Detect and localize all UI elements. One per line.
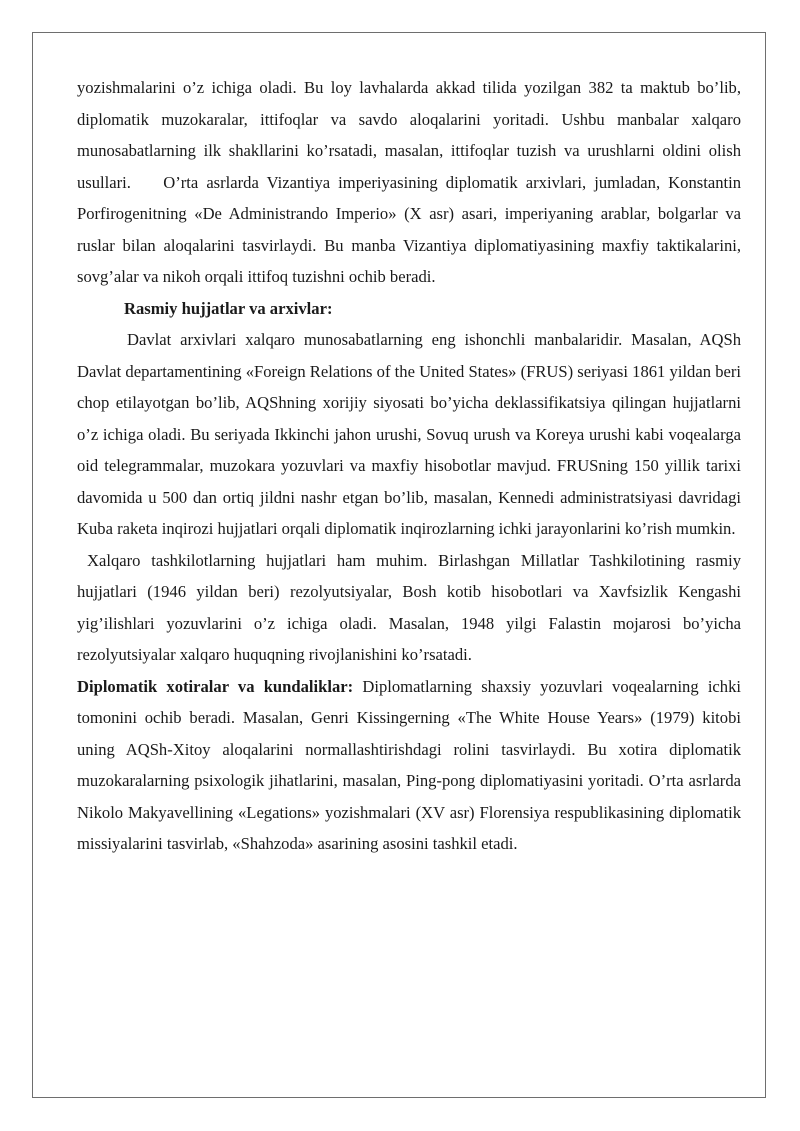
paragraph-intro-text: yozishmalarini o’z ichiga oladi. Bu loy lavhalarda akkad tilida yozilgan 382 ta maktub bo’lib, diplomatik muzokaralar, ittifoqlar va savdo aloqalarini yoritadi. Ushbu manbalar xalqaro munosabatlarning ilk shakllarini ko’rsatadi, masalan, ittifoqlar tuzish va urushlarni oldini olish usullari. [77, 78, 741, 192]
paragraph-state-archives: Davlat arxivlari xalqaro munosabatlarning eng ishonchli manbalaridir. Masalan, AQSh Davlat departamentining «Foreign Relations of the United States» (FRUS) seriyasi 1861 yildan beri chop etilayotgan bo’lib, AQShning xorijiy siyosati bo’yicha deklassifikatsiya qilingan hujjatlarni o’z ichiga oladi. Bu seriyada Ikkinchi jahon urushi, Sovuq urush va Koreya urushi kabi voqealarga oid telegrammalar, muzokara yozuvlari va maxfiy hisobotlar mavjud. FRUSning 150 yillik tarixi davomida u 500 dan ortiq jildni nashr etgan bo’lib, masalan, Kennedi administratsiyasi davridagi Kuba raketa inqirozi hujjatlari orqali diplomatik inqirozlarning ichki jarayonlarini ko’rish mumkin. [77, 330, 741, 538]
paragraph-diplomatic-memoirs [77, 671, 741, 860]
paragraph-diplomatic-memoirs-text: Diplomatlarning shaxsiy yozuvlari voqealarning ichki tomonini ochib beradi. Masalan, Genri Kissingerning «The White House Years» (1979) kitobi uning AQSh-Xitoy aloqalarini normallashtirishdagi rolini tasvirlaydi. Bu xotira diplomatik muzokaralarning psixologik jihatlarini, masalan, Ping-pong diplomatiyasini yoritadi. O’rta asrlarda Nikolo Makyavellining «Legations» yozishmalari (XV asr) Florensiya respublikasining diplomatik missiyalarini tasvirlab, «Shahzoda» asarining asosini tashkil etadi. [77, 676, 742, 853]
section-heading-diplomatic-memoirs: Diplomatik xotiralar va kundaliklar: [77, 676, 354, 696]
paragraph-international-organizations: Xalqaro tashkilotlarning hujjatlari ham muhim. Birlashgan Millatlar Tashkilotining rasmiy hujjatlari (1946 yildan beri) rezolyutsiyalar, Bosh kotib hisobotlari va Xavfsizlik Kengashi yig’ilishlari yozuvlarini o’z ichiga oladi. Masalan, 1948 yilgi Falastin mojarosi bo’yicha rezolyutsiyalar xalqaro huquqning rivojlanishini ko’rsatadi. [77, 550, 741, 664]
document-body [77, 72, 741, 860]
paragraph-intro [77, 72, 741, 293]
paragraph-byzantine-text: O’rta asrlarda Vizantiya imperiyasining diplomatik arxivlari, jumladan, Konstantin Porfirogenitning «De Administrando Imperio» (X asr) asari, imperiyaning arablar, bolgarlar va ruslar bilan aloqalarini tasvirlaydi. Bu manba Vizantiya diplomatiyasining maxfiy taktikalarini, sovg’alar va nikoh orqali ittifoq tuzishni ochib beradi. [77, 172, 742, 286]
section-heading-official-documents: Rasmiy hujjatlar va arxivlar: [124, 298, 333, 318]
